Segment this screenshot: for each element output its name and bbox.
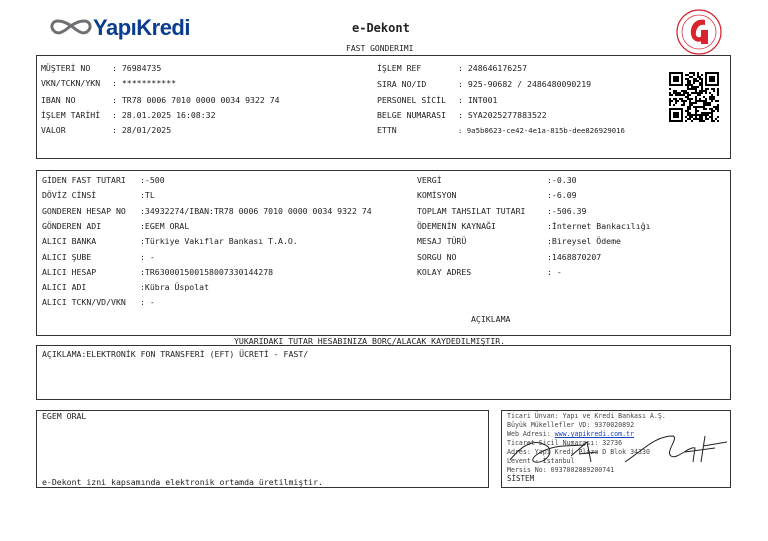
value-date-value: : 28/01/2025 (112, 125, 172, 135)
payment-source-label: ÖDEMENİN KAYNAĞI (417, 221, 496, 231)
transaction-date-value: : 28.01.2025 16:08:32 (112, 110, 216, 120)
transaction-ref-label: İŞLEM REF (377, 63, 422, 73)
transaction-ref-value: : 248646176257 (458, 63, 528, 73)
receiver-bank-value: :Türkiye Vakıflar Bankası T.A.O. (140, 236, 298, 246)
bank-logo-mark-icon (49, 18, 93, 38)
commission-value: :-6.09 (547, 190, 577, 200)
tax-label: VERGİ (417, 175, 442, 185)
fast-amount-value: :-500 (140, 175, 165, 185)
debit-credit-notice: YUKARIDAKI TUTAR HESABINIZA BORÇ/ALACAK KAYDEDILMIŞTIR. (234, 336, 506, 346)
bank-website-link[interactable]: www.yapikredi.com.tr (554, 430, 635, 438)
tax-value: :-0.30 (547, 175, 577, 185)
currency-value: :TL (140, 190, 155, 200)
description-heading: AÇIKLAMA (471, 314, 511, 324)
easy-address-label: KOLAY ADRES (417, 267, 472, 277)
tax-id-label: VKN/TCKN/YKN (41, 78, 101, 88)
value-date-label: VALOR (41, 125, 66, 135)
staff-id-label: PERSONEL SİCİL (377, 95, 447, 105)
tax-id-value: : *********** (112, 78, 177, 88)
receiver-taxid-value: : - (140, 297, 155, 307)
transaction-date-label: İŞLEM TARİHİ (41, 110, 101, 120)
sender-name-label: GÖNDEREN ADI (42, 221, 102, 231)
ettn-value: : 9a5b0623-ce42-4e1a-815b-dee826929016 (458, 126, 625, 135)
system-label: SİSTEM (507, 474, 535, 483)
receiver-taxid-label: ALICI TCKN/VD/VKN (42, 297, 126, 307)
bank-website: Web Adresi: www.yapikredi.com.tr (507, 430, 635, 438)
customer-no-value: : 76984735 (112, 63, 162, 73)
bank-mersis-no: Mersis No: 0937002089200741 (507, 466, 615, 474)
document-subtitle: FAST GONDERIMI (346, 44, 414, 53)
ettn-label: ETTN (377, 125, 397, 135)
document-number-label: BELGE NUMARASI (377, 110, 447, 120)
qr-code-icon (669, 72, 719, 122)
iban-value: : TR78 0006 7010 0000 0034 9322 74 (112, 95, 280, 105)
bank-trade-registry: Ticaret Sicil Numarası: 32736 (507, 439, 623, 447)
currency-label: DÖVİZ CİNSİ (42, 190, 97, 200)
payment-source-value: :İnternet Bankacılığı (547, 221, 651, 231)
bank-address: Adres: Yapı Kredi Plaza D Blok 34330 (507, 448, 650, 456)
signature-icon (505, 426, 730, 476)
receiver-name-label: ALICI ADI (42, 282, 87, 292)
receiver-bank-label: ALICI BANKA (42, 236, 97, 246)
receiver-account-value: :TR630001500158007330144278 (140, 267, 274, 277)
sender-account-value: :34932274/IBAN:TR78 0006 7010 0000 0034 9322 74 (140, 206, 372, 216)
message-type-value: :Bireysel Ödeme (547, 236, 621, 246)
message-type-label: MESAJ TÜRÜ (417, 236, 467, 246)
sender-account-label: GONDEREN HESAP NO (42, 206, 126, 216)
receiver-name-value: :Kübra Üspolat (140, 282, 210, 292)
bank-trade-name: Ticari Ünvan: Yapı ve Kredi Bankası A.Ş. (507, 412, 666, 420)
electronic-issue-note: e-Dekont izni kapsamında elektronik ortamda üretilmiştir. (42, 477, 323, 487)
receiver-account-label: ALICI HESAP (42, 267, 97, 277)
total-collected-label: TOPLAM TAHSILAT TUTARI (417, 206, 526, 216)
bank-seal-icon (674, 8, 724, 56)
fast-amount-label: GİDEN FAST TUTARI (42, 175, 126, 185)
sequence-no-label: SIRA NO/ID (377, 79, 427, 89)
bank-logo (49, 12, 190, 44)
document-number-value: : SYA2025277883522 (458, 110, 547, 120)
query-no-label: SORGU NO (417, 252, 457, 262)
total-collected-value: :-506.39 (547, 206, 587, 216)
sender-name-value: :EGEM ORAL (140, 221, 190, 231)
commission-label: KOMİSYON (417, 190, 457, 200)
description-text: AÇIKLAMA:ELEKTRONİK FON TRANSFERİ (EFT) ÜCRETİ - FAST/ (42, 349, 309, 359)
footer-customer-name: EGEM ORAL (42, 411, 87, 421)
query-no-value: :1468870207 (547, 252, 602, 262)
bank-logo-text: YapıKredi (93, 15, 190, 40)
receiver-branch-value: : - (140, 252, 155, 262)
receiver-branch-label: ALICI ŞUBE (42, 252, 92, 262)
staff-id-value: : INT001 (458, 95, 498, 105)
iban-label: IBAN NO (41, 95, 76, 105)
sequence-no-value: : 925-90682 / 2486480090219 (458, 79, 592, 89)
bank-city: Levent - İstanbul (507, 457, 575, 465)
easy-address-value: : - (547, 267, 562, 277)
document-title: e-Dekont (352, 21, 410, 35)
bank-tax-office: Büyük Mükellefler VD: 9370020892 (507, 421, 635, 429)
customer-no-label: MÜŞTERİ NO (41, 63, 91, 73)
